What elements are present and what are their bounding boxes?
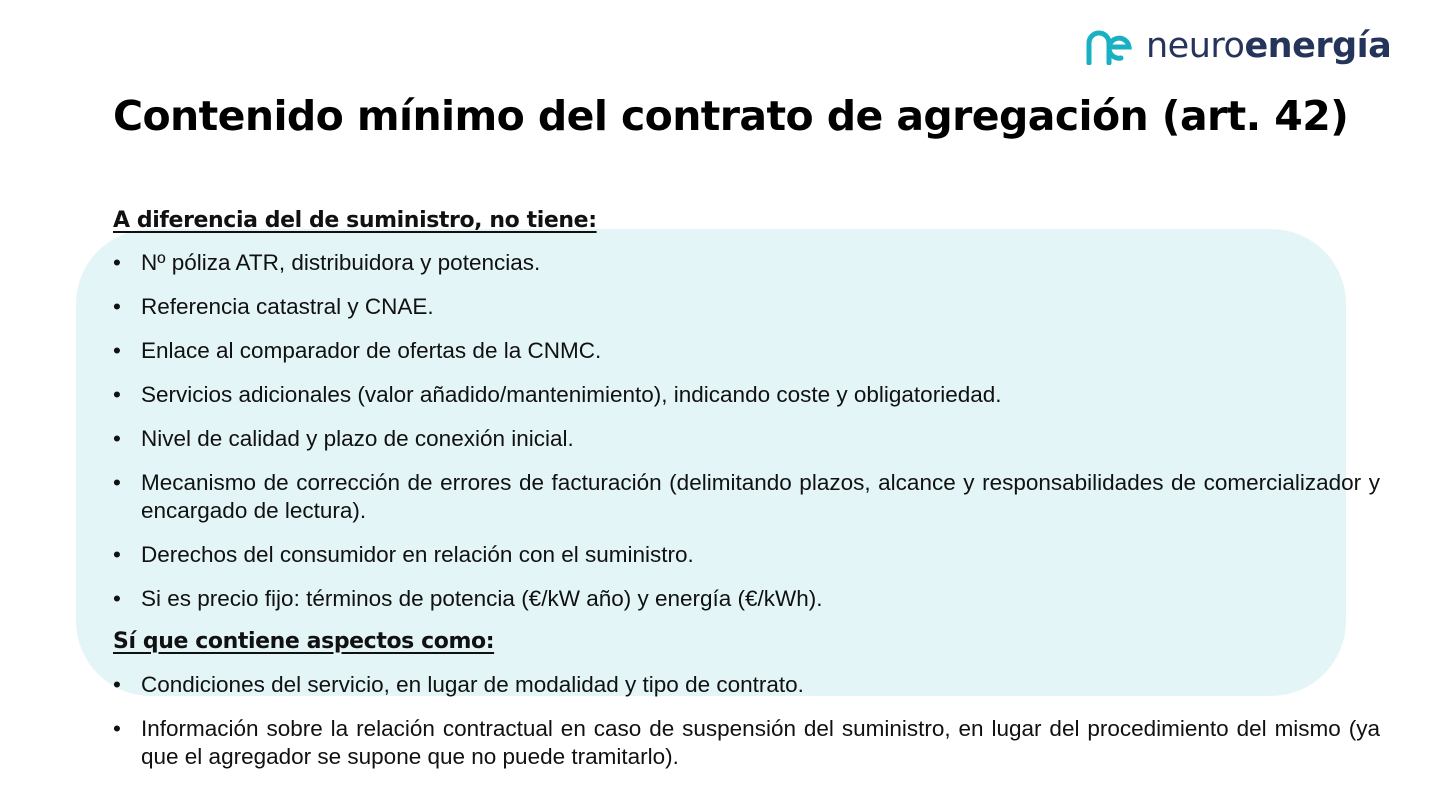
bullet-icon: •	[113, 542, 121, 567]
bullet-icon: •	[113, 672, 121, 697]
list-item: • Condiciones del servicio, en lugar de modalidad y tipo de contrato.	[113, 672, 804, 697]
list-item: • Nivel de calidad y plazo de conexión inicial.	[113, 426, 574, 451]
list-item: • Referencia catastral y CNAE.	[113, 294, 434, 319]
brand-wordmark: neuroenergía	[1146, 25, 1392, 66]
bullet-icon: •	[113, 716, 121, 741]
section-heading-not-included: A diferencia del de suministro, no tiene:	[113, 208, 597, 233]
bullet-icon: •	[113, 250, 121, 275]
list-item: • Mecanismo de corrección de errores de facturación (delimitando plazos, alcance y responsabilidades de comercializador y encargado de lectura).	[113, 470, 1380, 523]
slide-title: Contenido mínimo del contrato de agregación (art. 42)	[113, 92, 1349, 140]
list-included	[113, 671, 1380, 771]
slide-content	[113, 205, 1380, 787]
list-item: • Enlace al comparador de ofertas de la CNMC.	[113, 338, 602, 363]
ne-logo-icon	[1086, 27, 1132, 65]
bullet-icon: •	[113, 470, 121, 495]
list-item: • Si es precio fijo: términos de potencia (€/kW año) y energía (€/kWh).	[113, 586, 823, 611]
bullet-icon: •	[113, 382, 121, 407]
bullet-icon: •	[113, 338, 121, 363]
list-item: • Nº póliza ATR, distribuidora y potencias.	[113, 250, 541, 275]
bullet-icon: •	[113, 294, 121, 319]
list-item: • Derechos del consumidor en relación con el suministro.	[113, 542, 694, 567]
bullet-icon: •	[113, 586, 121, 611]
list-not-included	[113, 249, 1380, 613]
bullet-icon: •	[113, 426, 121, 451]
list-item: • Información sobre la relación contractual en caso de suspensión del suministro, en lugar del procedimiento del mismo (ya que el agregador se supone que no puede tramitarlo).	[113, 716, 1380, 769]
brand-logo	[1086, 24, 1391, 68]
list-item: • Servicios adicionales (valor añadido/mantenimiento), indicando coste y obligatoriedad.	[113, 382, 1002, 407]
section-heading-included: Sí que contiene aspectos como:	[113, 629, 495, 654]
